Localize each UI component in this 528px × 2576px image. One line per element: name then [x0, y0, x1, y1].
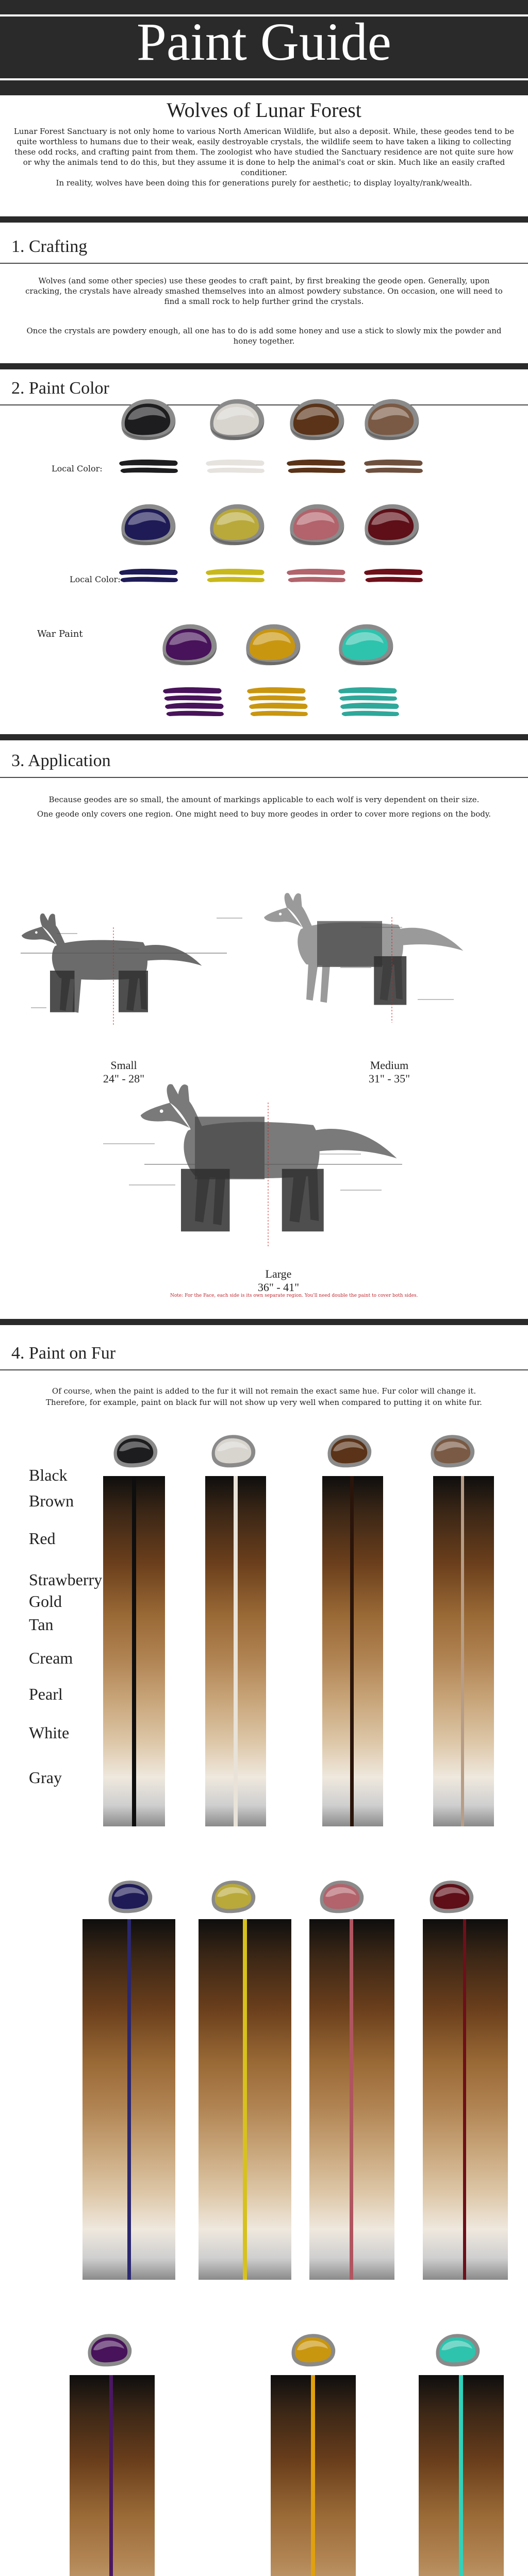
fur-geode-gold-icon: [292, 2334, 336, 2366]
size-small-label: [88, 1059, 160, 1086]
intro-paragraph-2: In reality, wolves have been doing this for generations purely for aesthetic; to display loyalty/rank/wealth.: [56, 178, 472, 188]
application-paragraph-1: Because geodes are so small, the amount of markings applicable to each wolf is very dependent on their size.: [48, 795, 480, 804]
geode-teal-icon: [339, 624, 393, 666]
swatch-red: [364, 569, 423, 582]
small-wolf: [22, 913, 202, 1013]
fur-geode-black-icon: [114, 1435, 158, 1467]
fur-label-pearl: Pearl: [29, 1685, 63, 1703]
swatch-teal: [338, 687, 399, 716]
crafting-paragraph-2: Once the crystals are powdery enough, all one has to do is add some honey and use a stick to slowly mix the powder and honey together.: [26, 326, 502, 346]
fur-geode-red-icon: [430, 1880, 474, 1913]
size-large-range: 36" - 41": [257, 1281, 300, 1294]
section-title-fur: 4. Paint on Fur: [11, 1344, 116, 1363]
face-region-note: Note: For the Face, each side is its own separate region. You'll need double the paint to cover both sides.: [170, 1293, 418, 1298]
section-rule: [0, 777, 528, 778]
geode-purple-icon: [162, 624, 217, 666]
geode-pink-icon: [290, 504, 344, 546]
page-title: Paint Guide: [137, 12, 391, 72]
wolf-diagrams: [0, 876, 528, 1319]
size-medium-range: 31" - 35": [368, 1072, 410, 1085]
section-divider: [0, 1319, 528, 1325]
fur-label-white: White: [29, 1723, 70, 1742]
fur-label-gray: Gray: [29, 1768, 62, 1787]
size-small-title: Small: [110, 1059, 137, 1072]
size-small-range: 24" - 28": [103, 1072, 145, 1085]
geode-blue-icon: [121, 504, 175, 546]
fur-strips-graphics: [0, 1432, 528, 2576]
swatch-pink: [287, 569, 345, 582]
geode-brown-icon: [290, 399, 344, 440]
fur-geode-yellow-icon: [212, 1880, 256, 1913]
section-title-crafting: 1. Crafting: [11, 237, 88, 256]
swatch-white: [206, 460, 265, 473]
geode-yellow-icon: [210, 504, 264, 546]
geode-gold-icon: [246, 624, 300, 666]
fur-geode-pink-icon: [320, 1880, 364, 1913]
geode-tan-icon: [365, 399, 419, 440]
swatch-yellow: [206, 569, 265, 582]
medium-wolf: [264, 893, 463, 1005]
geode-red-icon: [365, 504, 419, 546]
fur-geode-brown-icon: [328, 1435, 372, 1467]
large-wolf: [141, 1084, 397, 1231]
fur-paragraph-1: Of course, when the paint is added to the fur it will not remain the exact same hue. Fur color will change it.: [52, 1386, 476, 1396]
section-rule: [0, 1369, 528, 1370]
fur-paragraph-2: Therefore, for example, paint on black fur will not show up very well when compared to putting it on white fur.: [46, 1398, 482, 1407]
size-medium-label: [353, 1059, 425, 1086]
section-divider: [0, 734, 528, 740]
fur-geode-tan-icon: [431, 1435, 475, 1467]
swatch-purple: [163, 687, 224, 716]
size-medium-title: Medium: [370, 1059, 409, 1072]
local-color-label: Local Color:: [52, 464, 103, 473]
war-paint-label: War Paint: [37, 629, 83, 639]
section-title-application: 3. Application: [11, 751, 111, 770]
fur-label-black: Black: [29, 1466, 68, 1484]
fur-geode-teal-icon: [436, 2334, 480, 2366]
fur-geode-purple-icon: [88, 2334, 132, 2366]
swatch-black: [119, 460, 178, 473]
fur-geode-blue-icon: [109, 1880, 153, 1913]
swatch-brown: [287, 460, 345, 473]
size-large-title: Large: [265, 1267, 292, 1280]
swatch-gold: [247, 687, 308, 716]
fur-label-brown: Brown: [29, 1492, 74, 1510]
paint-color-graphics: [0, 0, 528, 737]
fur-label-strawberry: Strawberry: [29, 1570, 103, 1589]
fur-label-cream: Cream: [29, 1649, 73, 1667]
section-title-paint-color: 2. Paint Color: [11, 379, 109, 398]
swatch-tan: [364, 460, 423, 473]
size-large-label: [242, 1267, 315, 1294]
intro-paragraph: Lunar Forest Sanctuary is not only home to various North American Wildlife, but also a deposit. While, these geodes tend to be quite worthless to humans due to their weak, easily destroyable crystals, the wildlife seem to have taken a liking to collecting these odd rocks, and crafting paint from them. The zoologist who have studied the Sanctuary residence are not quite sure how or why the animals tend to do this, but they assume it is done to help the animal's coat or skin. Much like an easily crafted conditioner.: [13, 127, 515, 177]
swatch-blue: [119, 569, 178, 582]
local-color-label: Local Color:: [70, 574, 121, 584]
fur-label-tan: Tan: [29, 1615, 54, 1634]
fur-label-gold: Gold: [29, 1592, 62, 1611]
geode-black-icon: [121, 399, 175, 440]
fur-geode-white-icon: [212, 1435, 256, 1467]
geode-white-icon: [210, 399, 264, 440]
fur-label-red: Red: [29, 1529, 56, 1548]
page-subtitle: Wolves of Lunar Forest: [167, 98, 361, 122]
crafting-paragraph-1: Wolves (and some other species) use these geodes to craft paint, by first breaking the geode open. Generally, upon cracking, the crystals have already smashed themselves into an almost powdery substance. On occasion, one will need to find a small rock to help further grind the crystals.: [25, 276, 503, 306]
application-paragraph-2: One geode only covers one region. One might need to buy more geodes in order to cover more regions on the body.: [37, 809, 491, 819]
